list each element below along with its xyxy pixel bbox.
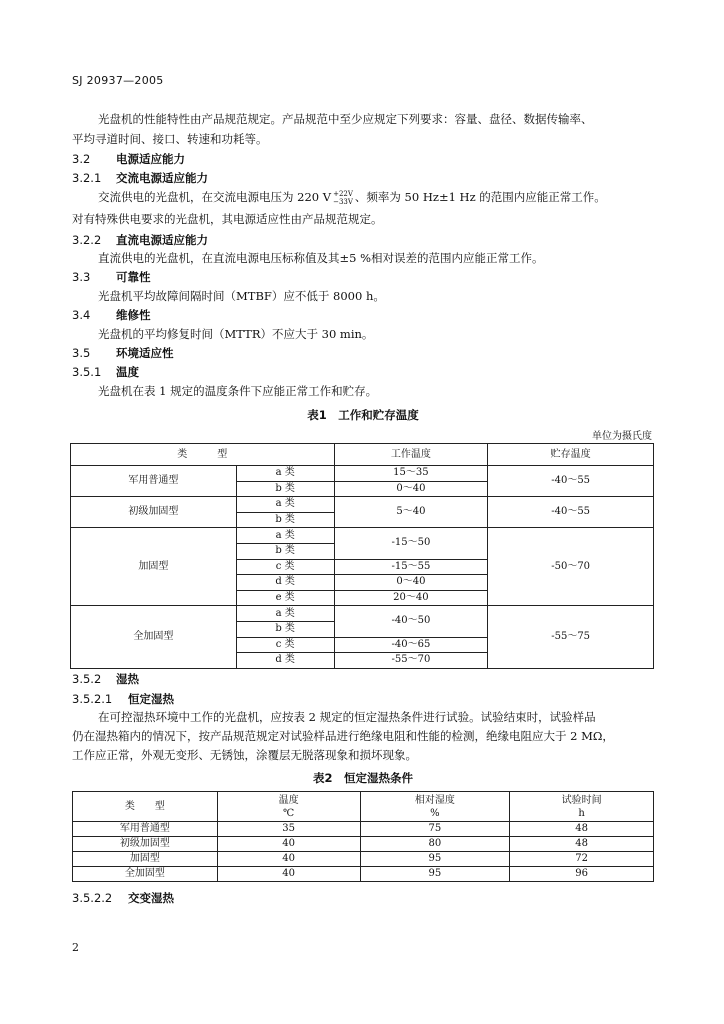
- header-test-time: [510, 792, 654, 822]
- table-2-damp-heat: [72, 791, 654, 882]
- header-work-temp: 工作温度: [334, 444, 488, 466]
- table-row: [73, 852, 654, 867]
- time-cell: 96: [510, 867, 654, 882]
- heading-number: 3.2: [72, 152, 91, 166]
- work-temp-cell: -40～65: [334, 637, 488, 653]
- heading-number: 3.2.1: [72, 171, 102, 185]
- paragraph-ac-power-line-2: 对有特殊供电要求的光盘机，其电源适应性由产品规范规定。: [72, 212, 383, 226]
- table-row: [73, 867, 654, 882]
- voltage-lower-tolerance: −33V: [333, 198, 353, 206]
- table-row: [73, 822, 654, 837]
- subclass-e: e 类: [236, 590, 334, 606]
- heading-3-5-1: [72, 364, 139, 380]
- heading-3-2-1: [72, 170, 208, 186]
- subclass-c: c 类: [236, 637, 334, 653]
- type-cell: 军用普通型: [73, 822, 218, 837]
- subclass-b: b 类: [236, 543, 334, 559]
- paragraph-temperature: 光盘机在表 1 规定的温度条件下应能正常工作和贮存。: [98, 384, 378, 398]
- type-cell: 全加固型: [73, 867, 218, 882]
- header-temperature: [217, 792, 360, 822]
- heading-3-2: [72, 151, 185, 167]
- work-temp-cell: 0～40: [334, 481, 488, 497]
- heading-text: 交流电源适应能力: [116, 171, 208, 185]
- header-test-time-unit: h: [578, 807, 585, 819]
- heading-number: 3.5.2.1: [72, 692, 113, 706]
- paragraph-ac-power-line-1: [98, 188, 606, 206]
- humidity-cell: 80: [360, 837, 510, 852]
- heading-number: 3.5.2.2: [72, 891, 113, 905]
- time-cell: 48: [510, 837, 654, 852]
- subclass-a: a 类: [236, 606, 334, 622]
- frequency-text: 、频率为 50 Hz±1 Hz 的范围内应能正常工作。: [354, 190, 606, 204]
- header-temperature-unit: ℃: [283, 807, 295, 819]
- heading-3-5-2-1: [72, 691, 174, 707]
- work-temp-cell: 5～40: [334, 497, 488, 528]
- header-humidity-label: 相对湿度: [414, 794, 455, 806]
- heading-number: 3.5.2: [72, 672, 102, 686]
- storage-temp-cell: -55～75: [488, 606, 654, 668]
- header-humidity-unit: %: [430, 807, 440, 819]
- page-number: 2: [72, 941, 79, 954]
- time-cell: 72: [510, 852, 654, 867]
- paragraph-damp-heat-line-2: 仍在湿热箱内的情况下，按产品规范规定对试验样品进行绝缘电阻和性能的检测，绝缘电阻应大于 2 MΩ，: [72, 729, 614, 743]
- paragraph-damp-heat-line-3: 工作应正常，外观无变形、无锈蚀，涂覆层无脱落现象和损坏现象。: [72, 748, 417, 762]
- heading-3-2-2: [72, 232, 208, 248]
- group-ruggedized: 加固型: [71, 528, 237, 606]
- type-cell: 初级加固型: [73, 837, 218, 852]
- paragraph-3-1-line-2: 平均寻道时间、接口、转速和功耗等。: [72, 132, 268, 146]
- heading-number: 3.5.1: [72, 365, 102, 379]
- table-1-temperatures: [70, 443, 654, 669]
- time-cell: 48: [510, 822, 654, 837]
- standard-code-header: SJ 20937—2005: [72, 74, 164, 87]
- work-temp-cell: 20～40: [334, 590, 488, 606]
- work-temp-cell: 15～35: [334, 466, 488, 482]
- ac-voltage-text: 交流供电的光盘机，在交流电源电压为 220 V: [98, 190, 332, 204]
- table-2-caption: 表2 恒定湿热条件: [312, 771, 413, 785]
- humidity-cell: 75: [360, 822, 510, 837]
- heading-text: 环境适应性: [116, 346, 174, 360]
- temp-cell: 40: [217, 852, 360, 867]
- work-temp-cell: -15～55: [334, 559, 488, 575]
- group-military-standard: 军用普通型: [71, 466, 237, 497]
- subclass-c: c 类: [236, 559, 334, 575]
- subclass-b: b 类: [236, 621, 334, 637]
- temp-cell: 40: [217, 867, 360, 882]
- storage-temp-cell: -50～70: [488, 528, 654, 606]
- subclass-b: b 类: [236, 481, 334, 497]
- header-test-time-label: 试验时间: [561, 794, 602, 806]
- paragraph-dc-power: 直流供电的光盘机，在直流电源电压标称值及其±5 %相对误差的范围内应能正常工作。: [98, 251, 544, 265]
- heading-number: 3.2.2: [72, 233, 102, 247]
- header-type: 类 型: [73, 792, 218, 822]
- type-cell: 加固型: [73, 852, 218, 867]
- heading-text: 交变湿热: [128, 891, 174, 905]
- temp-cell: 40: [217, 837, 360, 852]
- work-temp-cell: -55～70: [334, 653, 488, 669]
- header-temperature-label: 温度: [278, 794, 299, 806]
- heading-text: 湿热: [116, 672, 139, 686]
- header-type: 类 型: [71, 444, 335, 466]
- heading-number: 3.4: [72, 308, 91, 322]
- humidity-cell: 95: [360, 867, 510, 882]
- storage-temp-cell: -40～55: [488, 497, 654, 528]
- header-humidity: [360, 792, 510, 822]
- subclass-d: d 类: [236, 575, 334, 591]
- paragraph-maintainability: 光盘机的平均修复时间（MTTR）不应大于 30 min。: [98, 327, 374, 341]
- humidity-cell: 95: [360, 852, 510, 867]
- subclass-a: a 类: [236, 466, 334, 482]
- heading-text: 维修性: [116, 308, 151, 322]
- table-row: [73, 837, 654, 852]
- heading-text: 直流电源适应能力: [116, 233, 208, 247]
- paragraph-damp-heat-line-1: 在可控湿热环境中工作的光盘机，应按表 2 规定的恒定湿热条件进行试验。试验结束时，试验样品: [98, 710, 596, 724]
- heading-3-4: [72, 307, 151, 323]
- storage-temp-cell: -40～55: [488, 466, 654, 497]
- temp-cell: 35: [217, 822, 360, 837]
- work-temp-cell: -15～50: [334, 528, 488, 559]
- heading-text: 恒定湿热: [128, 692, 174, 706]
- subclass-a: a 类: [236, 528, 334, 544]
- heading-3-3: [72, 269, 151, 285]
- group-basic-ruggedized: 初级加固型: [71, 497, 237, 528]
- heading-text: 温度: [116, 365, 139, 379]
- paragraph-reliability: 光盘机平均故障间隔时间（MTBF）应不低于 8000 h。: [98, 289, 385, 303]
- table-1-caption: 表1 工作和贮存温度: [307, 408, 419, 422]
- table-1-unit: 单位为摄氏度: [592, 431, 652, 442]
- heading-text: 电源适应能力: [116, 152, 185, 166]
- heading-3-5-2-2: [72, 890, 174, 906]
- header-storage-temp: 贮存温度: [488, 444, 654, 466]
- work-temp-cell: -40～50: [334, 606, 488, 637]
- subclass-a: a 类: [236, 497, 334, 513]
- heading-3-5: [72, 345, 174, 361]
- voltage-upper-tolerance: +22V: [333, 190, 353, 198]
- paragraph-3-1-line-1: 光盘机的性能特性由产品规范规定。产品规范中至少应规定下列要求：容量、盘径、数据传输率、: [98, 112, 593, 126]
- heading-number: 3.3: [72, 270, 91, 284]
- heading-text: 可靠性: [116, 270, 151, 284]
- work-temp-cell: 0～40: [334, 575, 488, 591]
- heading-number: 3.5: [72, 346, 91, 360]
- subclass-b: b 类: [236, 512, 334, 528]
- group-fully-ruggedized: 全加固型: [71, 606, 237, 668]
- heading-3-5-2: [72, 671, 139, 687]
- subclass-d: d 类: [236, 653, 334, 669]
